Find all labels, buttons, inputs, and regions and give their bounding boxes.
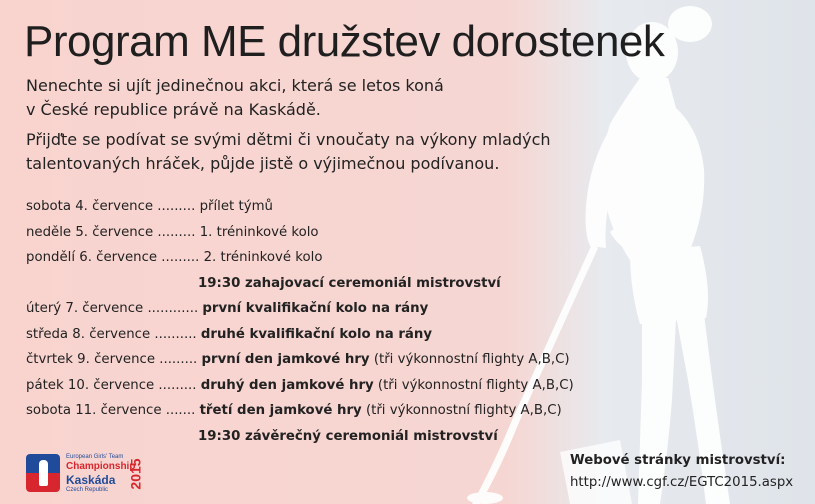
logo-year: 2015 (127, 458, 144, 490)
page-title: Program ME družstev dorostenek (24, 17, 665, 66)
schedule-day: sobota 11. července ....... (26, 403, 196, 418)
schedule-item (26, 424, 574, 450)
schedule-event: přílet týmů (199, 199, 273, 214)
schedule-event: 19:30 zahajovací ceremoniál mistrovství (198, 275, 501, 291)
golfer-logo-icon (26, 454, 60, 492)
logo-line-3: Kaskáda (66, 473, 116, 487)
schedule-event: 19:30 závěrečný ceremoniál mistrovství (198, 428, 498, 444)
schedule-item (26, 296, 574, 322)
website-link[interactable]: http://www.cgf.cz/EGTC2015.aspx (570, 475, 794, 490)
schedule-item (26, 398, 574, 424)
schedule-day: pátek 10. července ......... (26, 377, 197, 393)
schedule-item (26, 194, 574, 220)
schedule-item (26, 220, 574, 246)
logo-line-2: Championship (66, 461, 136, 472)
schedule-event: druhý den jamkové hry (200, 377, 374, 393)
schedule-event: 1. tréninkové kolo (199, 224, 319, 240)
schedule-item (26, 245, 574, 271)
schedule-day: středa 8. července .......... (26, 326, 197, 342)
championship-logo (26, 452, 156, 496)
schedule-event: první den jamkové hry (201, 352, 370, 367)
schedule-event: první kvalifikační kolo na rány (202, 301, 429, 316)
schedule-day: neděle 5. července ......... (26, 224, 196, 240)
schedule-item (26, 373, 574, 399)
logo-line-1: European Girls' Team (66, 454, 124, 460)
schedule-day: sobota 4. července ......... (26, 199, 196, 214)
intro-line-3: Přijďte se podívat se svými dětmi či vnoučaty na výkony mladých (26, 130, 551, 149)
schedule-note: (tři výkonnostní flighty A,B,C) (377, 377, 574, 393)
intro-paragraph-2 (26, 128, 551, 176)
schedule-event: druhé kvalifikační kolo na rány (200, 326, 433, 342)
schedule-day: pondělí 6. července ......... (26, 250, 200, 265)
intro-paragraph-1 (26, 74, 444, 122)
logo-line-4: Czech Republic (66, 487, 109, 493)
website-label: Webové stránky mistrovství: (570, 453, 786, 468)
schedule-day: čtvrtek 9. července ......... (26, 352, 198, 367)
schedule-item (26, 322, 574, 348)
schedule-item (26, 347, 574, 373)
intro-line-4: talentovaných hráček, půjde jistě o výjimečnou podívanou. (26, 154, 500, 173)
schedule-event: třetí den jamkové hry (199, 403, 362, 418)
schedule-note: (tři výkonnostní flighty A,B,C) (365, 403, 562, 418)
schedule-list (26, 194, 574, 449)
intro-line-2: v České republice právě na Kaskádě. (26, 100, 321, 119)
schedule-day: úterý 7. července ............ (26, 301, 199, 316)
schedule-item (26, 271, 574, 297)
schedule-note: (tři výkonnostní flighty A,B,C) (373, 352, 570, 367)
website-block (570, 450, 793, 494)
schedule-event: 2. tréninkové kolo (203, 250, 323, 265)
intro-line-1: Nenechte si ujít jedinečnou akci, která se letos koná (26, 76, 444, 95)
